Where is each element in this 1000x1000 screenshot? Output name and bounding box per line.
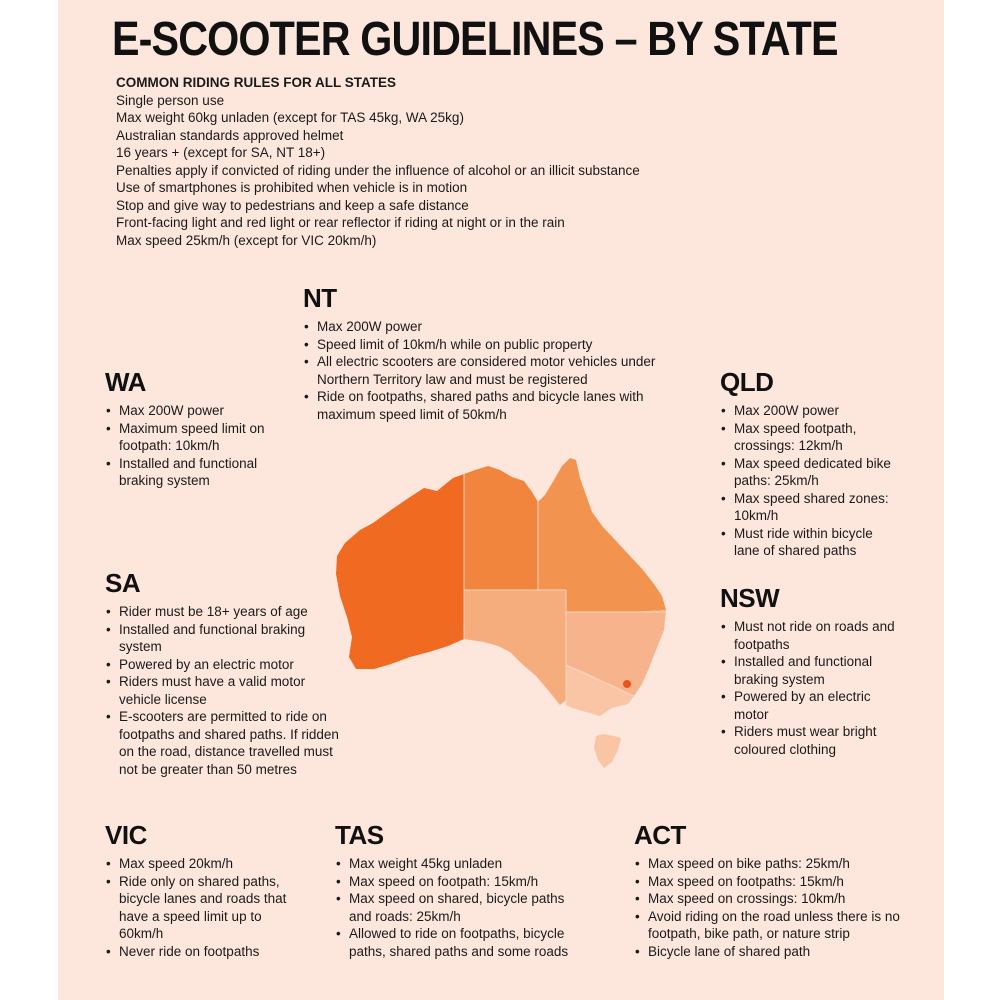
map-region-nt bbox=[464, 466, 538, 590]
common-rule-item: Single person use bbox=[116, 92, 225, 108]
state-heading-tas: TAS bbox=[335, 820, 384, 850]
common-rule-item: Australian standards approved helmet bbox=[116, 127, 344, 143]
state-rule-item: • All electric scooters are considered motor vehicles under Northern Territory law and must be registered bbox=[303, 353, 703, 388]
state-rule-item: • Max speed on crossings: 10km/h bbox=[634, 890, 929, 908]
state-section-qld bbox=[720, 367, 895, 560]
state-rule-item: • Must ride within bicycle lane of shared paths bbox=[720, 525, 895, 560]
state-rule-item: • Installed and functional braking system bbox=[105, 621, 345, 656]
state-rule-item: • Max speed on bike paths: 25km/h bbox=[634, 855, 929, 873]
state-section-wa bbox=[105, 367, 300, 490]
map-region-wa bbox=[336, 474, 464, 669]
state-rule-item: • Max speed shared zones: 10km/h bbox=[720, 490, 895, 525]
state-rule-item: • Powered by an electric motor bbox=[105, 656, 345, 674]
state-heading-wa: WA bbox=[105, 367, 146, 397]
map-region-act bbox=[623, 680, 631, 688]
common-rules-heading: COMMON RIDING RULES FOR ALL STATES bbox=[116, 75, 396, 90]
state-rules-wa bbox=[105, 402, 300, 490]
state-rule-item: • Speed limit of 10km/h while on public property bbox=[303, 336, 703, 354]
state-section-nsw bbox=[720, 583, 900, 758]
state-section-nt bbox=[303, 283, 703, 423]
map-region-tas bbox=[594, 734, 621, 768]
common-rule-item: Penalties apply if convicted of riding under the influence of alcohol or an illicit substance bbox=[116, 162, 640, 178]
state-heading-nsw: NSW bbox=[720, 583, 780, 613]
common-rule-item: Front-facing light and red light or rear reflector if riding at night or in the rain bbox=[116, 215, 565, 230]
state-rules-nsw bbox=[720, 618, 900, 758]
state-rule-item: • Never ride on footpaths bbox=[105, 943, 305, 961]
page-title: E-SCOOTER GUIDELINES – BY STATE bbox=[112, 13, 838, 66]
state-rule-item: • Avoid riding on the road unless there is no footpath, bike path, or nature strip bbox=[634, 908, 929, 943]
state-section-tas bbox=[335, 820, 580, 960]
state-rule-item: • Riders must wear bright coloured clothing bbox=[720, 723, 900, 758]
common-rule-item: Max weight 60kg unladen (except for TAS 45kg, WA 25kg) bbox=[116, 110, 464, 125]
state-section-act bbox=[634, 820, 929, 960]
state-rule-item: • Max 200W power bbox=[720, 402, 895, 420]
state-rule-item: • Max 200W power bbox=[303, 318, 703, 336]
state-rule-item: • E-scooters are permitted to ride on footpaths and shared paths. If ridden on the road, distance travelled must not be greater than 50 metres bbox=[105, 708, 345, 778]
map-region-sa bbox=[464, 590, 566, 705]
state-rule-item: • Rider must be 18+ years of age bbox=[105, 603, 345, 621]
state-rule-item: • Max speed dedicated bike paths: 25km/h bbox=[720, 455, 895, 490]
state-section-sa bbox=[105, 568, 345, 778]
state-rule-item: • Maximum speed limit on footpath: 10km/h bbox=[105, 420, 300, 455]
state-rules-nt bbox=[303, 318, 703, 423]
state-heading-qld: QLD bbox=[720, 367, 774, 397]
state-rule-item: • Max weight 45kg unladen bbox=[335, 855, 580, 873]
common-rule-item: 16 years + (except for SA, NT 18+) bbox=[116, 145, 326, 160]
common-rules-section bbox=[116, 74, 640, 249]
state-rule-item: • Must not ride on roads and footpaths bbox=[720, 618, 900, 653]
state-heading-act: ACT bbox=[634, 820, 686, 850]
state-rule-item: • Max speed footpath, crossings: 12km/h bbox=[720, 420, 895, 455]
state-rule-item: • Max speed on footpath: 15km/h bbox=[335, 873, 580, 891]
state-rules-tas bbox=[335, 855, 580, 960]
state-heading-nt: NT bbox=[303, 283, 337, 313]
state-rule-item: • Allowed to ride on footpaths, bicycle paths, shared paths and some roads bbox=[335, 925, 580, 960]
state-rule-item: • Ride on footpaths, shared paths and bicycle lanes with maximum speed limit of 50km/h bbox=[303, 388, 703, 423]
state-rule-item: • Max speed on shared, bicycle paths and roads: 25km/h bbox=[335, 890, 580, 925]
state-heading-vic: VIC bbox=[105, 820, 147, 850]
state-rules-qld bbox=[720, 402, 895, 560]
state-heading-sa: SA bbox=[105, 568, 141, 598]
australia-map bbox=[330, 448, 675, 778]
state-rule-item: • Max speed on footpaths: 15km/h bbox=[634, 873, 929, 891]
state-rule-item: • Powered by an electric motor bbox=[720, 688, 900, 723]
common-rule-item: Stop and give way to pedestrians and keep a safe distance bbox=[116, 197, 469, 213]
state-rules-act bbox=[634, 855, 929, 960]
state-rule-item: • Max 200W power bbox=[105, 402, 300, 420]
state-rule-item: • Max speed 20km/h bbox=[105, 855, 305, 873]
state-rules-vic bbox=[105, 855, 305, 960]
state-rule-item: • Riders must have a valid motor vehicle license bbox=[105, 673, 345, 708]
map-region-qld bbox=[538, 458, 666, 612]
common-rule-item: Use of smartphones is prohibited when vehicle is in motion bbox=[116, 180, 468, 195]
state-rule-item: • Ride only on shared paths, bicycle lanes and roads that have a speed limit up to 60km/h bbox=[105, 873, 305, 943]
common-rule-item: Max speed 25km/h (except for VIC 20km/h) bbox=[116, 232, 377, 248]
state-rule-item: • Bicycle lane of shared path bbox=[634, 943, 929, 961]
common-rules-list bbox=[116, 92, 640, 250]
state-rule-item: • Installed and functional braking system bbox=[720, 653, 900, 688]
state-rule-item: • Installed and functional braking system bbox=[105, 455, 300, 490]
state-section-vic bbox=[105, 820, 305, 960]
state-rules-sa bbox=[105, 603, 345, 778]
